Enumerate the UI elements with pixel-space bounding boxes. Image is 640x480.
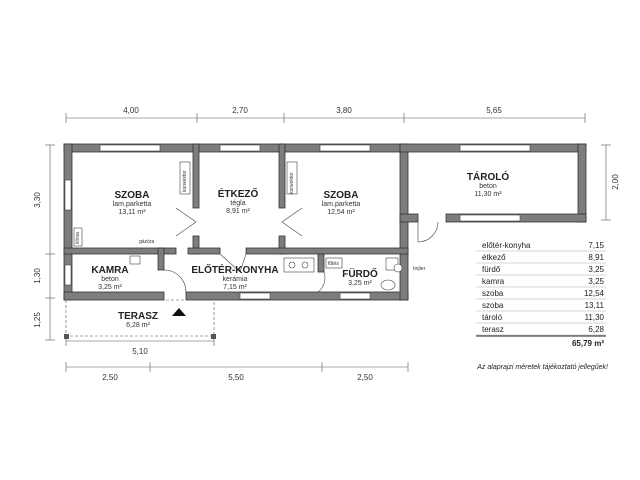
entrance-arrow-icon <box>172 308 186 316</box>
room-furdo-name: FÜRDŐ <box>342 269 378 280</box>
dim-bottom-1: 2,50 <box>102 373 118 382</box>
kitchen-counter <box>284 258 314 272</box>
room-furdo-area: 3,25 m² <box>348 280 372 287</box>
dim-top-3: 3,80 <box>336 106 352 115</box>
dim-bottom-3: 2,50 <box>357 373 373 382</box>
room-tarolo-name: TÁROLÓ <box>466 172 510 183</box>
table-row-label: terasz <box>482 325 504 334</box>
table-row-label: előtér-konyha <box>482 241 531 250</box>
room-szoba-2-area: 12,54 m² <box>327 209 355 216</box>
table-row-label: tároló <box>482 313 503 322</box>
dim-top-2: 2,70 <box>232 106 248 115</box>
dim-terrace-width: 5,10 <box>132 347 148 356</box>
table-row-value: 11,30 <box>584 313 604 322</box>
room-etkezo-area: 8,91 m² <box>226 208 250 215</box>
dim-top-4: 5,65 <box>486 106 502 115</box>
table-row-label: szoba <box>482 301 504 310</box>
konvektor-label-2: konvektor <box>289 172 295 194</box>
futes-label: fűtés <box>328 261 339 267</box>
dim-top-1: 4,00 <box>123 106 139 115</box>
room-etkezo-material: tégla <box>230 200 246 207</box>
room-etkezo-name: ÉTKEZŐ <box>217 189 259 200</box>
table-row-value: 12,54 <box>583 289 604 298</box>
table-row-label: étkező <box>482 253 506 262</box>
konvektor-label-1: konvektor <box>182 170 188 192</box>
room-szoba-1-area: 13,11 m² <box>118 209 146 216</box>
klima-label: klíma <box>75 232 81 244</box>
room-kamra-name: KAMRA <box>91 265 129 276</box>
room-eloter-material: kerámia <box>222 276 248 283</box>
room-eloter-name: ELŐTÉR-KONYHA <box>191 265 279 276</box>
room-szoba-1-name: SZOBA <box>114 190 150 201</box>
table-total: 65,79 m² <box>571 339 604 348</box>
table-row-label: szoba <box>482 289 504 298</box>
stove-burner-icon <box>289 262 295 268</box>
dim-right: 2,00 <box>611 174 620 190</box>
table-row-value: 13,11 <box>584 301 604 310</box>
table-row-value: 8,91 <box>588 253 604 262</box>
table-row-value: 3,25 <box>588 265 604 274</box>
table-row-value: 6,28 <box>588 325 604 334</box>
room-szoba-2-material: lam.parketta <box>321 201 361 208</box>
table-row-label: fürdő <box>482 265 501 274</box>
room-kamra-area: 3,25 m² <box>98 284 122 291</box>
room-szoba-1-material: lam.parketta <box>112 201 152 208</box>
table-row-value: 3,25 <box>588 277 604 286</box>
room-terasz-area: 6,28 m² <box>126 322 150 329</box>
room-tarolo-material: beton <box>479 183 497 190</box>
dim-left-1: 3,30 <box>33 192 42 208</box>
dim-bottom-2: 5,50 <box>228 373 244 382</box>
dim-left-2: 1,30 <box>33 268 42 284</box>
dim-left-3: 1,25 <box>33 312 42 328</box>
gazora-label: gázóra <box>139 239 155 245</box>
gas-meter <box>130 256 140 264</box>
area-table <box>476 241 606 348</box>
toilet-icon <box>381 280 395 290</box>
room-tarolo-area: 11,30 m² <box>474 191 502 198</box>
room-eloter-area: 7,15 m² <box>223 284 247 291</box>
boiler-icon <box>394 264 402 272</box>
disclaimer-note: Az alaprajzi méretek tájékoztató jellegűek! <box>477 364 608 371</box>
room-kamra-material: beton <box>101 276 119 283</box>
room-terasz-name: TERASZ <box>118 311 158 322</box>
table-row-label: kamra <box>482 277 505 286</box>
room-szoba-2-name: SZOBA <box>323 190 359 201</box>
table-row-value: 7,15 <box>588 241 604 250</box>
bojler-label: bojler <box>413 266 426 272</box>
sink-icon <box>302 262 308 268</box>
